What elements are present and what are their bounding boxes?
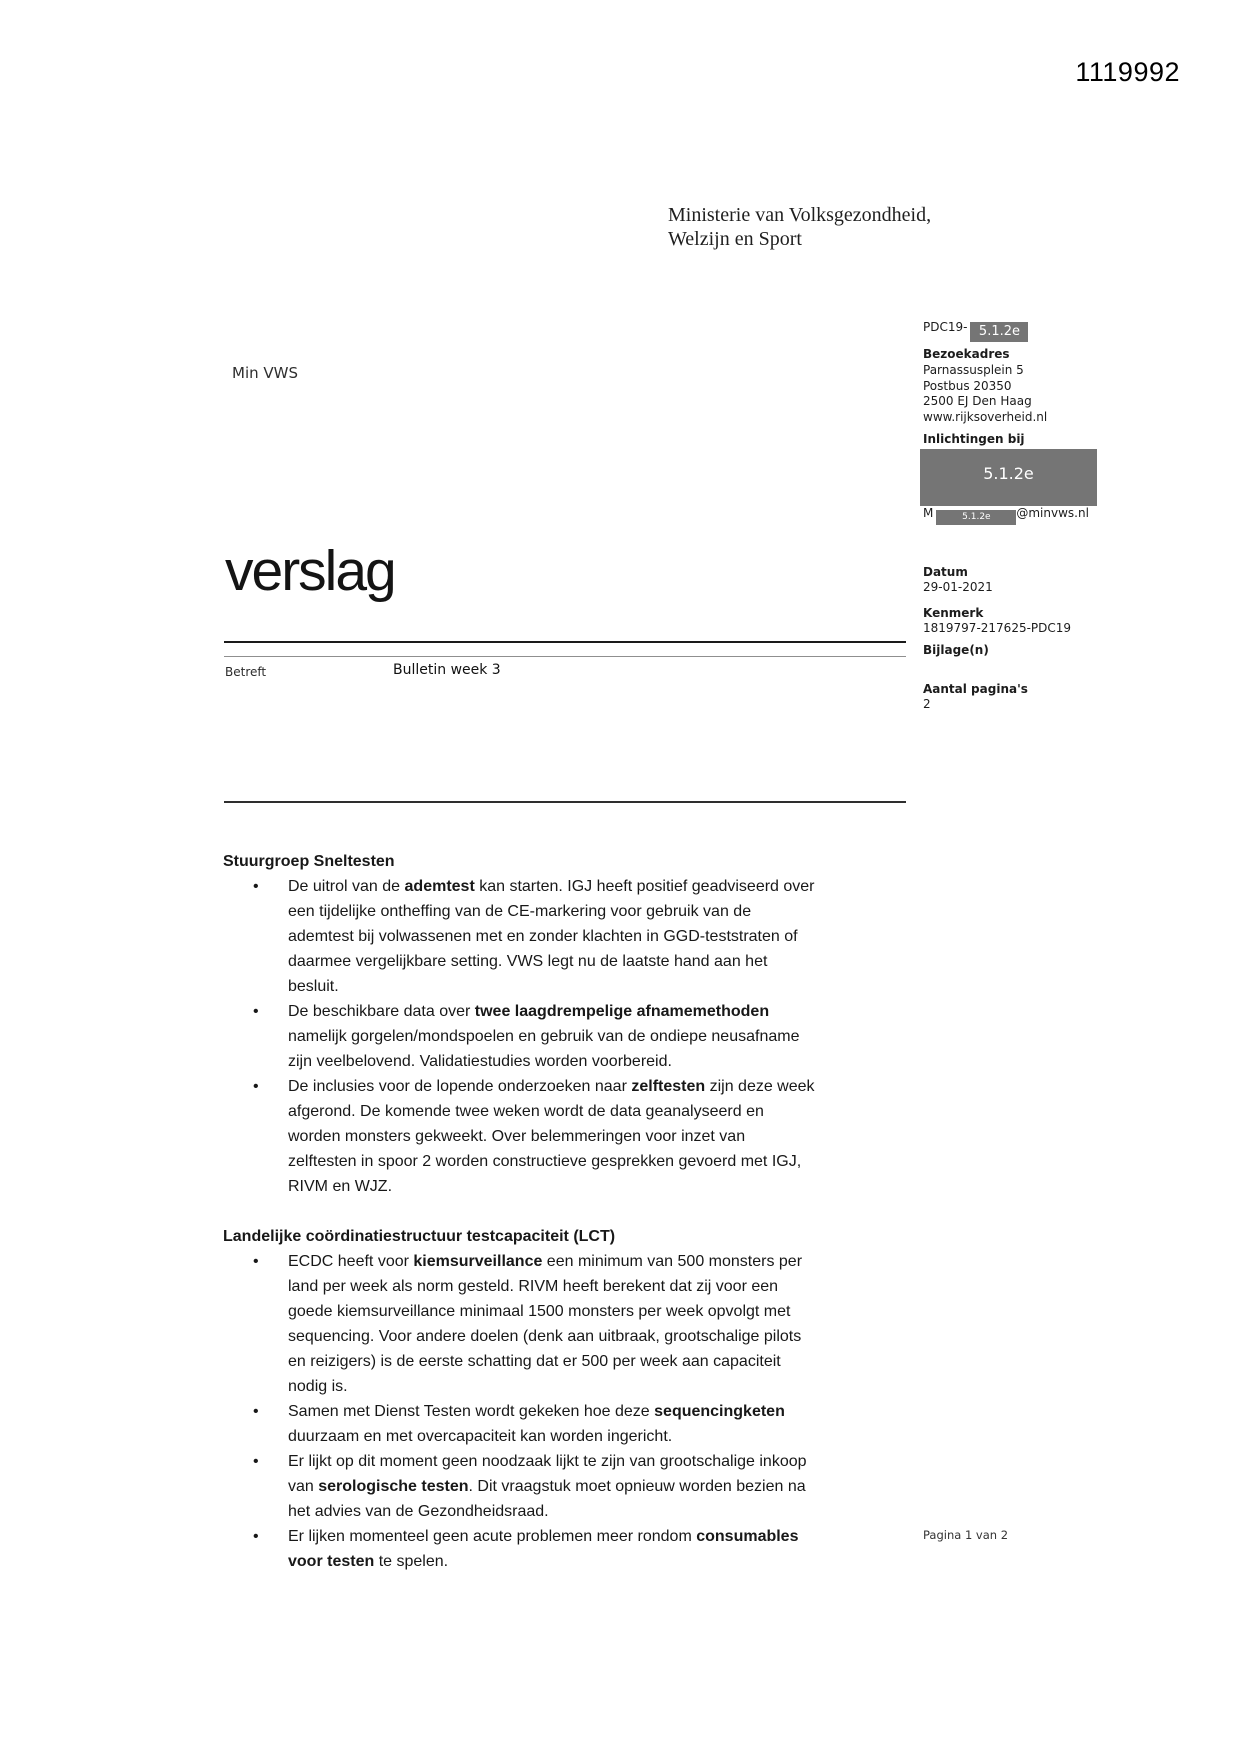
bullet-item (223, 1524, 815, 1574)
kenmerk-label: Kenmerk (923, 606, 984, 620)
section-heading: Stuurgroep Sneltesten (223, 853, 395, 870)
bullet-text: namelijk gorgelen/mondspoelen en gebruik van de ondiepe neusafname zijn veelbelovend. Validatiestudies worden voorbereid. (288, 1028, 800, 1070)
bullet-item (223, 1074, 815, 1199)
bullet-text-bold: kiemsurveillance (413, 1253, 543, 1270)
bullet-text: De beschikbare data over (288, 1003, 475, 1020)
bullet-text-bold: consumables voor testen (288, 1528, 799, 1570)
bijlagen-label: Bijlage(n) (923, 643, 989, 657)
redaction-box: 5.1.2e (936, 510, 1016, 525)
bullet-text-bold: twee laagdrempelige afnamemethoden (474, 1003, 770, 1020)
bullet-item (223, 1249, 815, 1399)
reference-prefix: PDC19- (923, 320, 968, 334)
bezoekadres-label: Bezoekadres (923, 347, 1010, 361)
reference-line (923, 320, 1028, 342)
bullet-text: . Dit vraagstuk moet opnieuw worden bezien na het advies van de Gezondheidsraad. (288, 1478, 806, 1520)
section-heading: Landelijke coördinatiestructuur testcapaciteit (LCT) (223, 1228, 616, 1245)
datum-value: 29-01-2021 (923, 580, 993, 594)
email-prefix: M (923, 506, 934, 520)
bullet-item (223, 999, 815, 1074)
bullet-item (223, 1449, 815, 1524)
bullet-text-bold: zelftesten (631, 1078, 706, 1095)
bullet-text-bold: serologische testen (318, 1478, 469, 1495)
body-content (223, 849, 815, 1574)
address-city: 2500 EJ Den Haag (923, 394, 1032, 408)
betreft-label: Betreft (225, 665, 267, 679)
bullet-text: zijn deze week afgerond. De komende twee weken wordt de data geanalyseerd en worden monsters gekweekt. Over belemmeringen voor inzet van zelftesten in spoor 2 worden constructieve gesprekken gevoerd met IGJ, RIVM en WJZ. (288, 1078, 815, 1195)
bullet-text: duurzaam en met overcapaciteit kan worden ingericht. (288, 1428, 673, 1445)
bullet-text: Samen met Dienst Testen wordt gekeken hoe deze (288, 1403, 655, 1420)
doc-number: 1119992 (1075, 57, 1180, 87)
addressee: Min VWS (232, 364, 298, 382)
redaction-box: 5.1.2e (920, 449, 1097, 506)
divider-line (224, 641, 906, 643)
ministry-wordmark (668, 203, 931, 251)
bullet-text: te spelen. (374, 1553, 449, 1570)
address-postbus: Postbus 20350 (923, 378, 1012, 393)
address-street: Parnassusplein 5 (923, 363, 1024, 377)
document-section (223, 849, 815, 1199)
page-title: verslag (225, 539, 395, 603)
bullet-item (223, 874, 815, 999)
document-section (223, 1224, 815, 1574)
kenmerk-value: 1819797-217625-PDC19 (923, 621, 1072, 635)
bullet-text: De uitrol van de (288, 878, 405, 895)
inlichtingen-label: Inlichtingen bij (923, 432, 1025, 446)
divider-line (224, 801, 906, 803)
ministry-line1: Ministerie van Volksgezondheid, (668, 204, 932, 226)
bullet-text-bold: sequencingketen (654, 1403, 785, 1420)
page-footer: Pagina 1 van 2 (923, 1528, 1009, 1542)
bullet-text: een minimum van 500 monsters per land per week als norm gesteld. RIVM heeft berekent dat zij voor een goede kiemsurveillance minimaal 1500 monsters per week opvolgt met sequencing. Voor andere doelen (denk aan uitbraak, grootschalige pilots en reizigers) is de eerste schatting dat er 500 per week aan capaciteit nodig is. (288, 1253, 803, 1395)
redaction-box: 5.1.2e (970, 322, 1028, 342)
bullet-text-bold: ademtest (404, 878, 475, 895)
datum-label: Datum (923, 565, 968, 579)
bullet-text: ECDC heeft voor (288, 1253, 414, 1270)
divider-line (224, 656, 906, 657)
bullet-text: Er lijken momenteel geen acute problemen meer rondom (288, 1528, 697, 1545)
bullet-item (223, 1399, 815, 1449)
betreft-value: Bulletin week 3 (393, 662, 501, 678)
email-domain: @minvws.nl (1016, 506, 1089, 520)
email-line (923, 506, 1089, 525)
aantal-paginas-label: Aantal pagina's (923, 682, 1028, 696)
address-block (923, 363, 1047, 425)
bullet-text: Er lijkt op dit moment geen noodzaak lijkt te zijn van grootschalige inkoop van (288, 1453, 807, 1495)
bullet-text: kan starten. IGJ heeft positief geadviseerd over een tijdelijke ontheffing van de CE-markering voor gebruik van de ademtest bij volwassenen met en zonder klachten in GGD-teststraten of daarmee vergelijkbare setting. VWS legt nu de laatste hand aan het besluit. (288, 878, 815, 995)
aantal-paginas-value: 2 (923, 697, 931, 711)
address-website: www.rijksoverheid.nl (923, 409, 1048, 424)
ministry-line2: Welzijn en Sport (668, 228, 802, 250)
bullet-text: De inclusies voor de lopende onderzoeken naar (288, 1078, 632, 1095)
